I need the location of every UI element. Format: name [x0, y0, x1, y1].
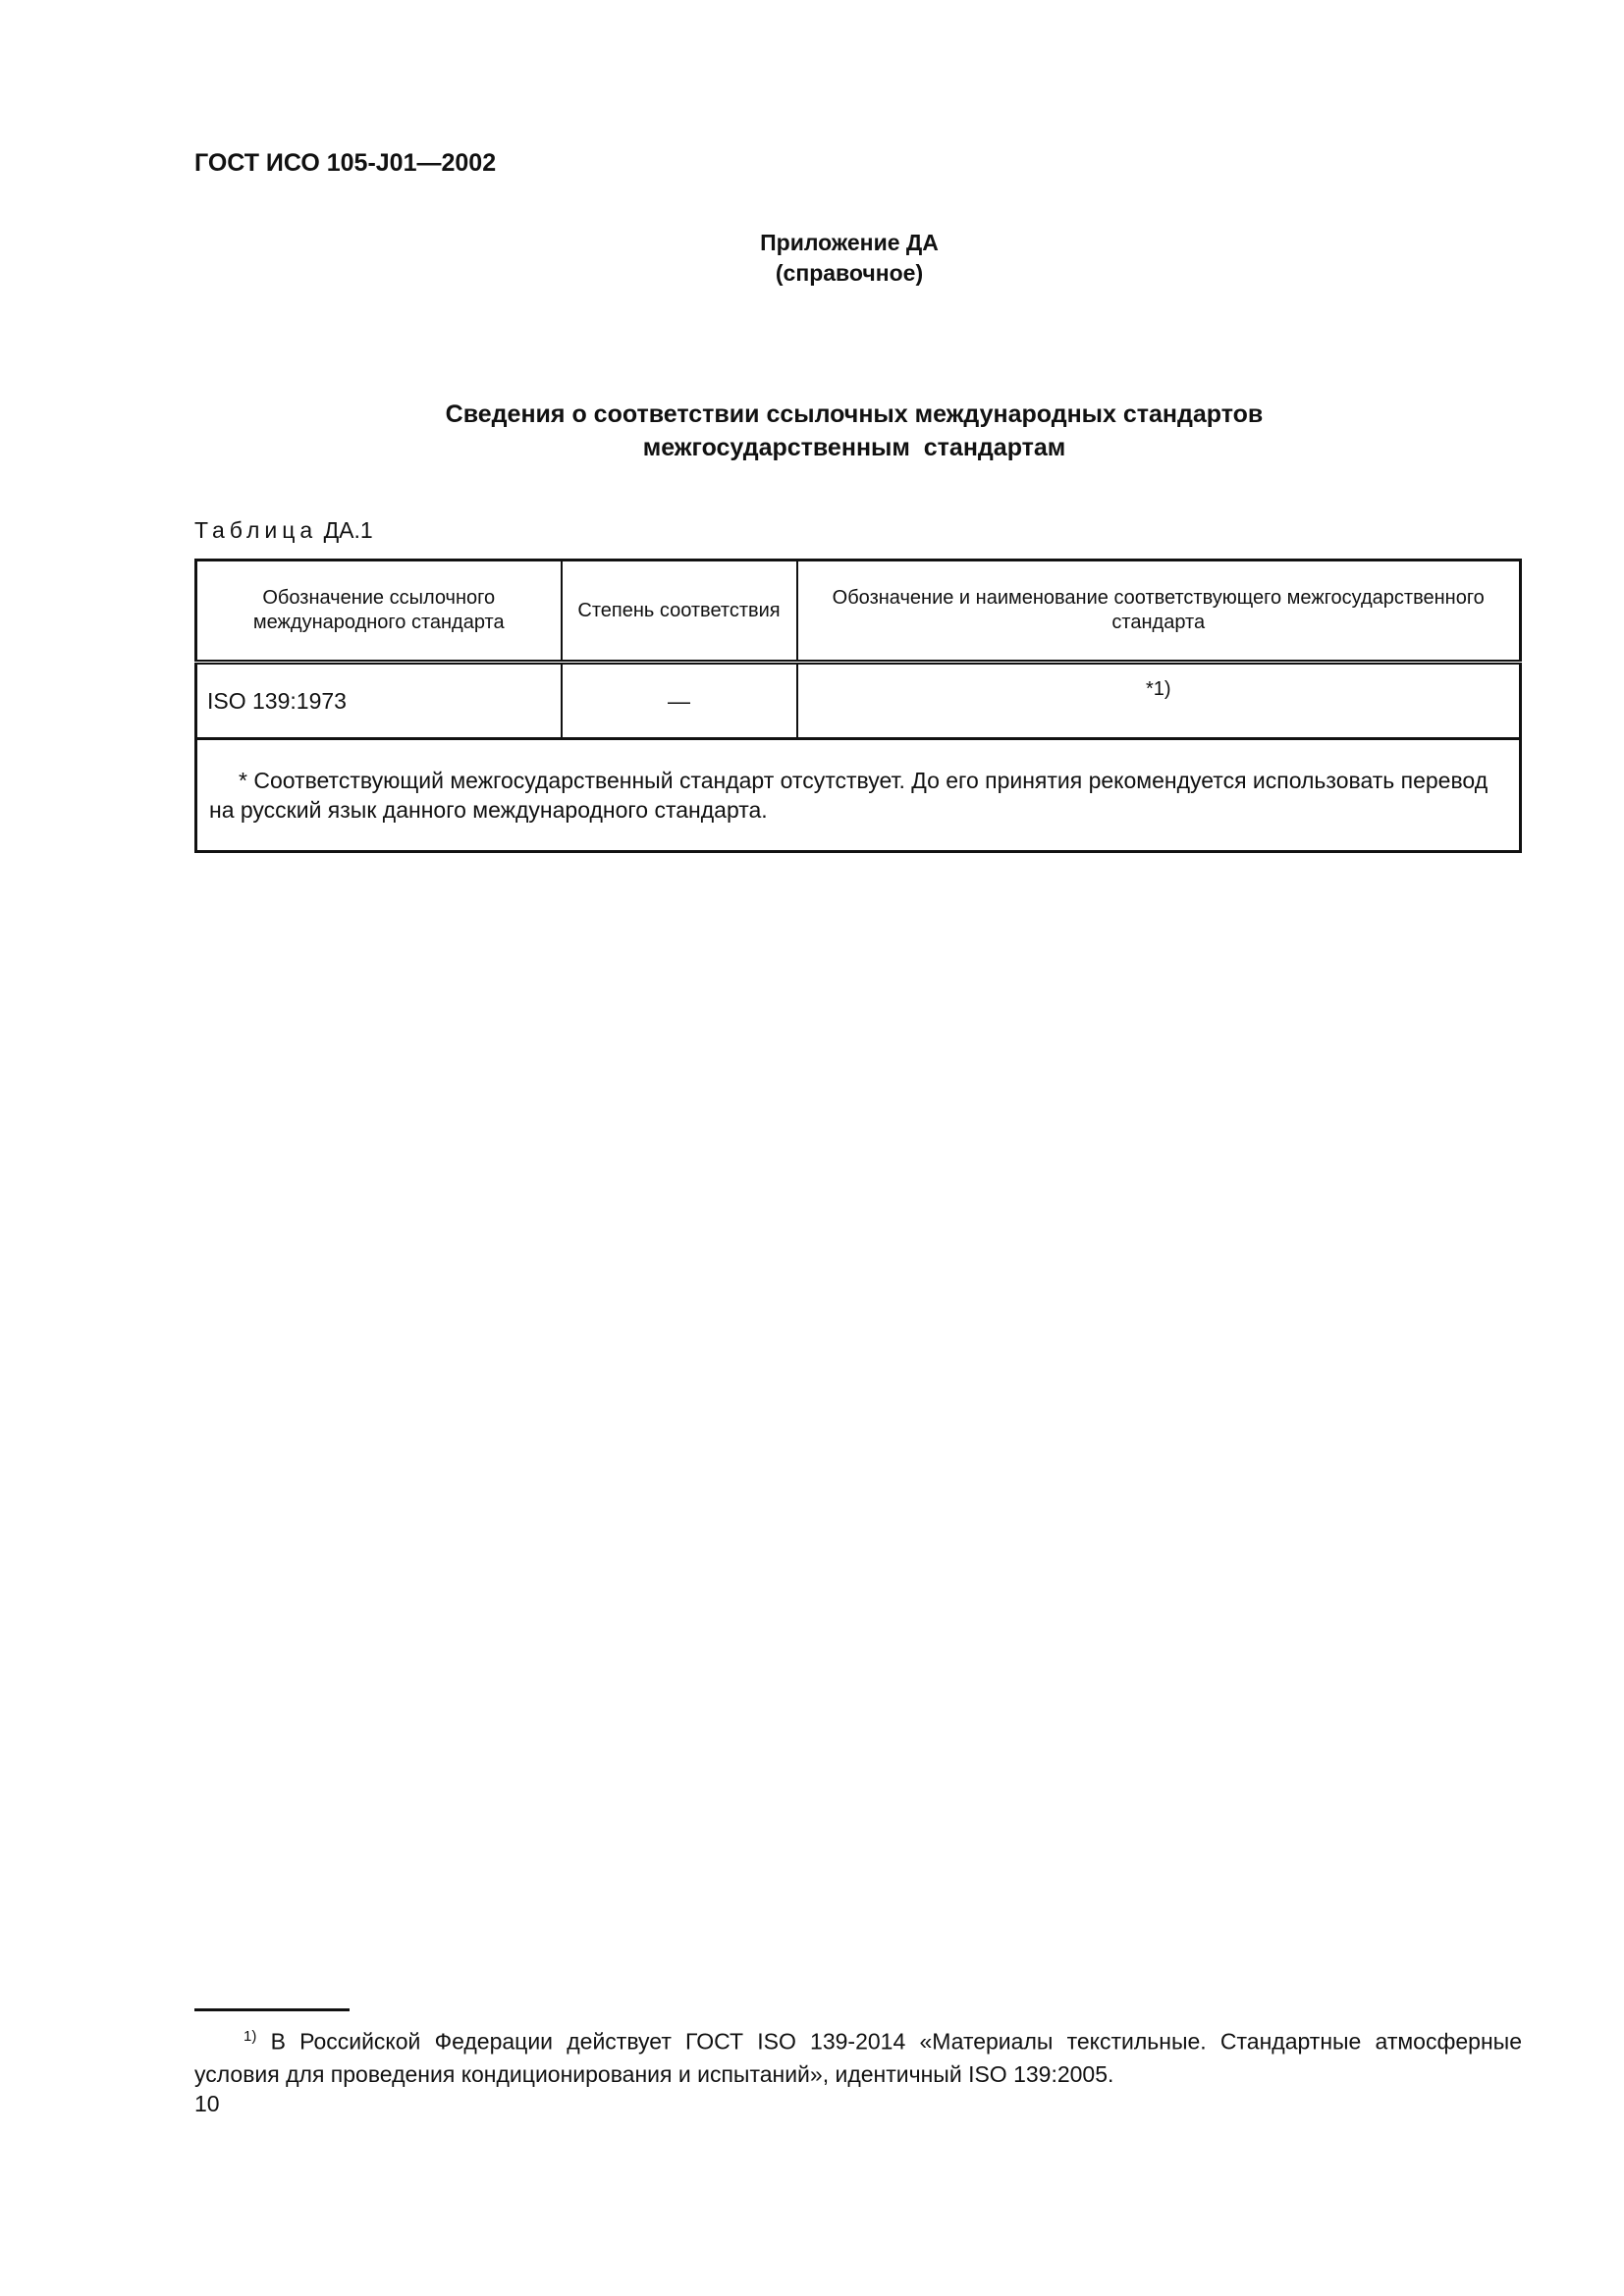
appendix-type: (справочное)	[775, 260, 924, 286]
section-title-line-1: Сведения о соответствии ссылочных международных стандартов	[445, 400, 1264, 428]
section-title	[295, 398, 1414, 464]
footnote-text: В Российской Федерации действует ГОСТ ISO 139-2014 «Материалы текстильные. Стандартные атмосферные условия для проведения кондиционирования и испытаний», идентичный ISO 139:2005.	[194, 2028, 1523, 2087]
cell-degree: —	[562, 663, 797, 739]
table-label	[194, 517, 373, 544]
document-id: ГОСТ ИСО 105-J01—2002	[194, 149, 497, 177]
column-header: Обозначение ссылочного международного стандарта	[196, 561, 562, 663]
footnote-mark: 1)	[244, 2028, 257, 2045]
table-label-prefix: Таблица	[194, 517, 318, 543]
footnote-divider	[194, 2008, 350, 2011]
correspondence-table	[194, 559, 1522, 853]
table-label-id: ДА.1	[323, 517, 373, 543]
table-note: * Соответствующий межгосударственный стандарт отсутствует. До его принятия рекомендуется использовать перевод на русский язык данного международного стандарта.	[196, 739, 1521, 852]
appendix-title: Приложение ДА	[760, 230, 939, 255]
footnote	[194, 2020, 1522, 2091]
column-header: Степень соответствия	[562, 561, 797, 663]
table-row	[196, 663, 1521, 739]
page-number: 10	[194, 2091, 220, 2116]
cell-interstate-standard: *1)	[797, 663, 1521, 739]
table-header-row	[196, 561, 1521, 663]
column-header: Обозначение и наименование соответствующего межгосударственного стандарта	[797, 561, 1521, 663]
table-note-row	[196, 739, 1521, 852]
section-title-line-2: межгосударственным стандартам	[642, 434, 1066, 461]
appendix-heading	[491, 228, 1208, 289]
cell-reference-standard: ISO 139:1973	[196, 663, 562, 739]
